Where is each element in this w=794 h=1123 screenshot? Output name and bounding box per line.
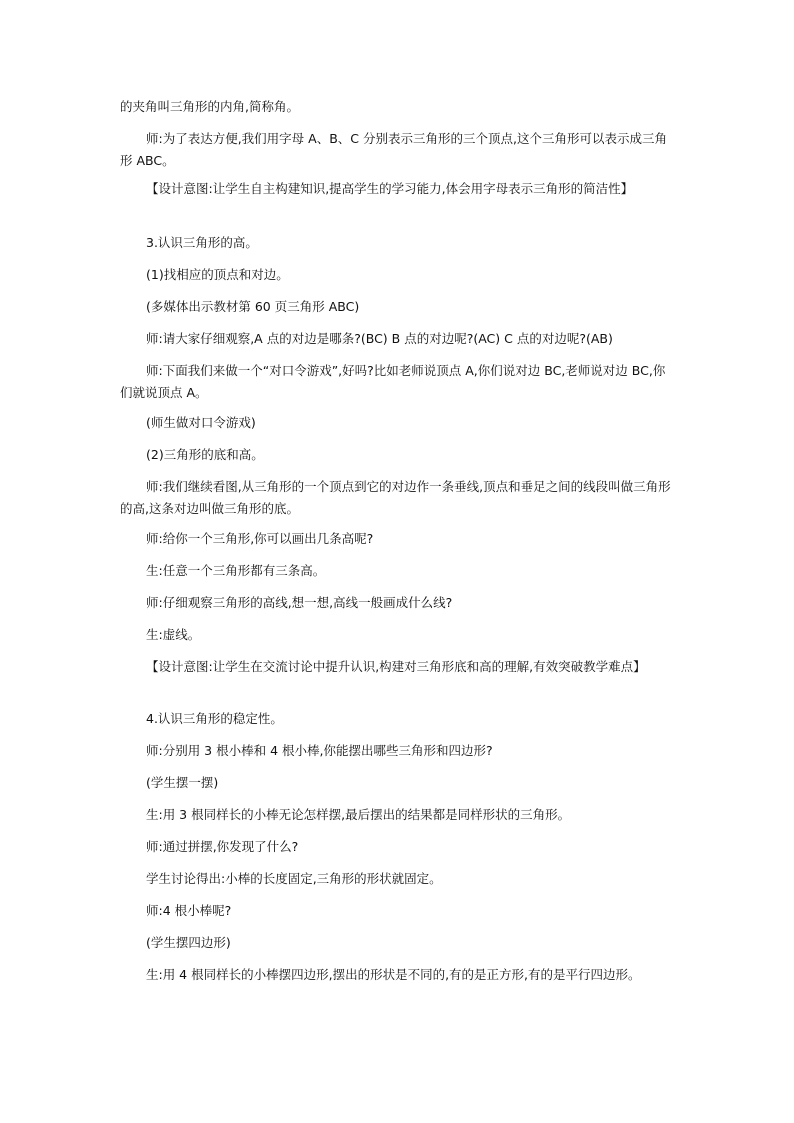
paragraph-multimedia: (多媒体出示教材第 60 页三角形 ABC) <box>146 299 360 314</box>
paragraph-opposite-sides: 师:请大家仔细观察,A 点的对边是哪条?(BC) B 点的对边呢?(AC) C 点的对边呢?(AB) <box>146 331 613 346</box>
paragraph-interior-angle: 的夹角叫三角形的内角,简称角。 <box>120 99 299 114</box>
section-heading-stability: 4.认识三角形的稳定性。 <box>146 711 283 726</box>
paragraph-play-game: (师生做对口令游戏) <box>146 415 256 430</box>
paragraph-students-arrange: (学生摆一摆) <box>146 775 219 790</box>
paragraph-password-game: 师:下面我们来做一个“对口令游戏”,好吗?比如老师说顶点 A,你们说对边 BC,老师说对边 BC,你们就说顶点 A。 <box>120 363 666 400</box>
paragraph-quadrilateral-shapes: 生:用 4 根同样长的小棒摆四边形,摆出的形状是不同的,有的是正方形,有的是平行四边形。 <box>146 967 641 982</box>
paragraph-three-sticks: 生:用 3 根同样长的小棒无论怎样摆,最后摆出的结果都是同样形状的三角形。 <box>146 807 571 822</box>
design-intent-note-2: 【设计意图:让学生在交流讨论中提升认识,构建对三角形底和高的理解,有效突破教学难点】 <box>146 659 646 674</box>
paragraph-dashed-line: 生:虚线。 <box>146 627 201 642</box>
paragraph-arrange-quadrilateral: (学生摆四边形) <box>146 935 231 950</box>
paragraph-four-sticks: 师:4 根小棒呢? <box>146 903 232 918</box>
paragraph-height-definition: 师:我们继续看图,从三角形的一个顶点到它的对边作一条垂线,顶点和垂足之间的线段叫做三角形的高,这条对边叫做三角形的底。 <box>120 479 671 516</box>
design-intent-note-1: 【设计意图:让学生自主构建知识,提高学生的学习能力,体会用字母表示三角形的简洁性】 <box>146 181 634 196</box>
paragraph-letters-abc: 师:为了表达方便,我们用字母 A、B、C 分别表示三角形的三个顶点,这个三角形可以表示成三角形 ABC。 <box>120 131 667 168</box>
subsection-vertex-side: (1)找相应的顶点和对边。 <box>146 267 289 282</box>
paragraph-three-heights: 生:任意一个三角形都有三条高。 <box>146 563 326 578</box>
paragraph-height-line: 师:仔细观察三角形的高线,想一想,高线一般画成什么线? <box>146 595 453 610</box>
paragraph-sticks-question: 师:分别用 3 根小棒和 4 根小棒,你能摆出哪些三角形和四边形? <box>146 743 493 758</box>
section-heading-height: 3.认识三角形的高。 <box>146 235 258 250</box>
paragraph-conclusion: 学生讨论得出:小棒的长度固定,三角形的形状就固定。 <box>146 871 442 886</box>
paragraph-how-many-heights: 师:给你一个三角形,你可以画出几条高呢? <box>146 531 374 546</box>
paragraph-what-found: 师:通过拼摆,你发现了什么? <box>146 839 299 854</box>
subsection-base-height: (2)三角形的底和高。 <box>146 447 264 462</box>
